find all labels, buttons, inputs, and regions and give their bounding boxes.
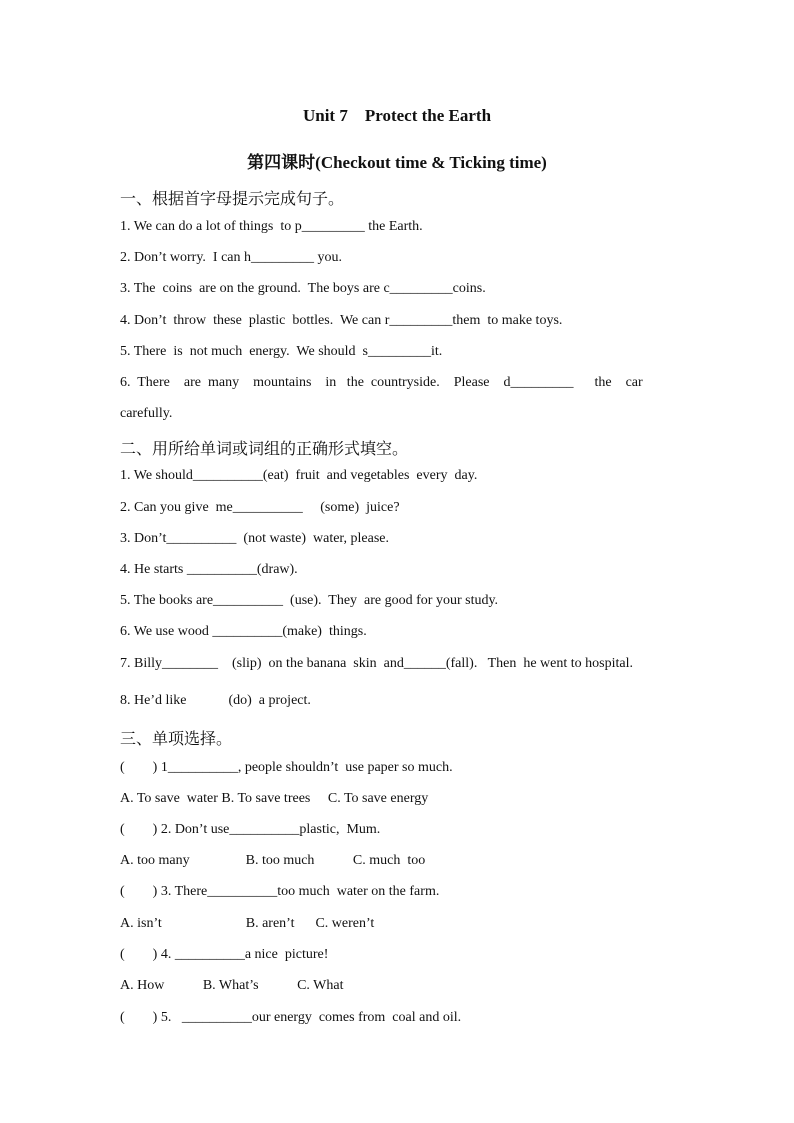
options-line: A. How B. What’s C. What	[120, 978, 344, 993]
question-line: 1. We should__________(eat) fruit and vegetables every day.	[120, 468, 478, 483]
question-line: 8. He’d like (do) a project.	[120, 693, 311, 708]
question-line: 5. The books are__________ (use). They are good for your study.	[120, 593, 499, 608]
question-line: 6. We use wood __________(make) things.	[120, 624, 367, 639]
question-line: 7. Billy________ (slip) on the banana skin and______(fall). Then he went to hospital.	[120, 656, 633, 671]
question-line: 1. We can do a lot of things to p_________ the Earth.	[120, 219, 423, 234]
question-line-continuation: carefully.	[120, 406, 173, 421]
question-line: 3. The coins are on the ground. The boys are c_________coins.	[120, 281, 486, 296]
section-heading-1: 一、根据首字母提示完成句子。	[120, 189, 345, 208]
question-line: 5. There is not much energy. We should s_________it.	[120, 344, 443, 359]
options-line: A. To save water B. To save trees C. To save energy	[120, 791, 429, 806]
question-line: 4. He starts __________(draw).	[120, 562, 298, 577]
section-heading-2: 二、用所给单词或词组的正确形式填空。	[120, 439, 409, 458]
section-heading-3: 三、单项选择。	[120, 729, 233, 748]
question-line: 2. Can you give me__________ (some) juice?	[120, 500, 400, 515]
question-line: 2. Don’t worry. I can h_________ you.	[120, 250, 343, 265]
page-subtitle: 第四课时(Checkout time & Ticking time)	[247, 153, 547, 172]
question-line: ( ) 4. __________a nice picture!	[120, 947, 329, 962]
question-line: 6. There are many mountains in the countryside. Please d_________ the car	[120, 375, 643, 390]
question-line: 4. Don’t throw these plastic bottles. We can r_________them to make toys.	[120, 313, 563, 328]
options-line: A. too many B. too much C. much too	[120, 853, 426, 868]
question-line: ( ) 3. There__________too much water on the farm.	[120, 884, 440, 899]
question-line: ( ) 2. Don’t use__________plastic, Mum.	[120, 822, 381, 837]
options-line: A. isn’t B. aren’t C. weren’t	[120, 916, 375, 931]
question-line: 3. Don’t__________ (not waste) water, please.	[120, 531, 390, 546]
question-line: ( ) 1__________, people shouldn’t use paper so much.	[120, 760, 453, 775]
question-line: ( ) 5. __________our energy comes from coal and oil.	[120, 1010, 462, 1025]
page-title: Unit 7 Protect the Earth	[302, 106, 492, 125]
